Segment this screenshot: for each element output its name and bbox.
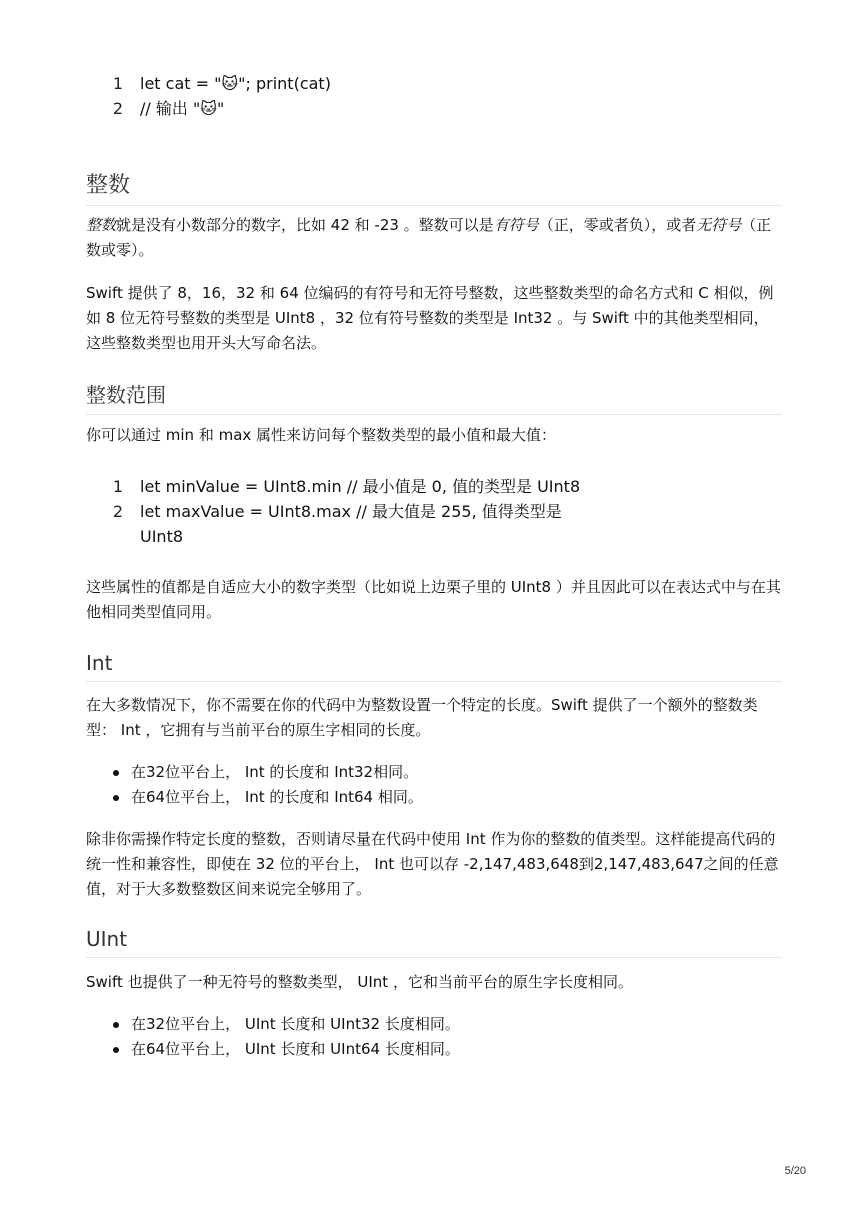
line-number: 2	[112, 502, 123, 521]
code-block-cat	[86, 71, 782, 121]
term-integer: 整数	[86, 216, 117, 234]
heading-uint: UInt	[86, 927, 782, 958]
list-item: 在32位平台上， Int 的长度和 Int32相同。	[86, 760, 782, 785]
line-number: 1	[112, 74, 123, 93]
uint-paragraph-1: Swift 也提供了一种无符号的整数类型， UInt ，它和当前平台的原生字长度相同。	[86, 973, 633, 991]
heading-integers: 整数	[86, 168, 782, 206]
list-item: 在64位平台上， UInt 长度和 UInt64 长度相同。	[86, 1037, 782, 1062]
page-number: 5/20	[784, 1165, 806, 1177]
uint-platform-list	[86, 1012, 782, 1062]
line-number: 2	[112, 99, 123, 118]
line-number: 1	[112, 477, 123, 496]
term-unsigned: 无符号	[696, 216, 742, 234]
int-platform-list	[86, 760, 782, 810]
range-paragraph-1: 你可以通过 min 和 max 属性来访问每个整数类型的最小值和最大值：	[86, 426, 557, 444]
term-signed: 有符号	[493, 216, 539, 234]
range-paragraph-2: 这些属性的值都是自适应大小的数字类型（比如说上边栗子里的 UInt8 ）并且因此可以在表达式中与在其他相同类型值同用。	[86, 578, 781, 621]
code-line	[86, 499, 782, 549]
heading-int: Int	[86, 651, 782, 682]
heading-integer-range: 整数范围	[86, 379, 782, 415]
code-line	[86, 474, 782, 499]
code-text: let cat = "🐱"; print(cat)	[140, 74, 331, 93]
list-item: 在64位平台上， Int 的长度和 Int64 相同。	[86, 785, 782, 810]
code-text: let minValue = UInt8.min // 最小值是 0, 值的类型是 UInt8	[140, 477, 581, 496]
code-line	[86, 71, 782, 96]
code-line	[86, 96, 782, 121]
code-block-range	[86, 474, 782, 549]
list-item: 在32位平台上， UInt 长度和 UInt32 长度相同。	[86, 1012, 782, 1037]
int-paragraph-1: 在大多数情况下，你不需要在你的代码中为整数设置一个特定的长度。Swift 提供了一个额外的整数类型： Int ，它拥有与当前平台的原生字相同的长度。	[86, 696, 758, 739]
int-paragraph-2: 除非你需操作特定长度的整数，否则请尽量在代码中使用 Int 作为你的整数的值类型。这样能提高代码的统一性和兼容性，即使在 32 位的平台上， Int 也可以存 -2,147,483,648到2,147,483,647之间的任意值，对于大多数整数区间来说完全够用了。	[86, 830, 779, 898]
integers-paragraph-1: 整数就是没有小数部分的数字，比如 42 和 -23 。整数可以是有符号（正，零或者负），或者无符号（正数或零）。	[86, 216, 772, 259]
code-text: // 输出 "🐱"	[140, 99, 225, 118]
integers-paragraph-2: Swift 提供了 8，16，32 和 64 位编码的有符号和无符号整数，这些整数类型的命名方式和 C 相似，例如 8 位无符号整数的类型是 UInt8 ，32 位有符号整数的类型是 Int32 。与 Swift 中的其他类型相同，这些整数类型也用开头大写命名法。	[86, 284, 774, 352]
code-text: let maxValue = UInt8.max // 最大值是 255, 值得类型是 UInt8	[140, 502, 562, 546]
